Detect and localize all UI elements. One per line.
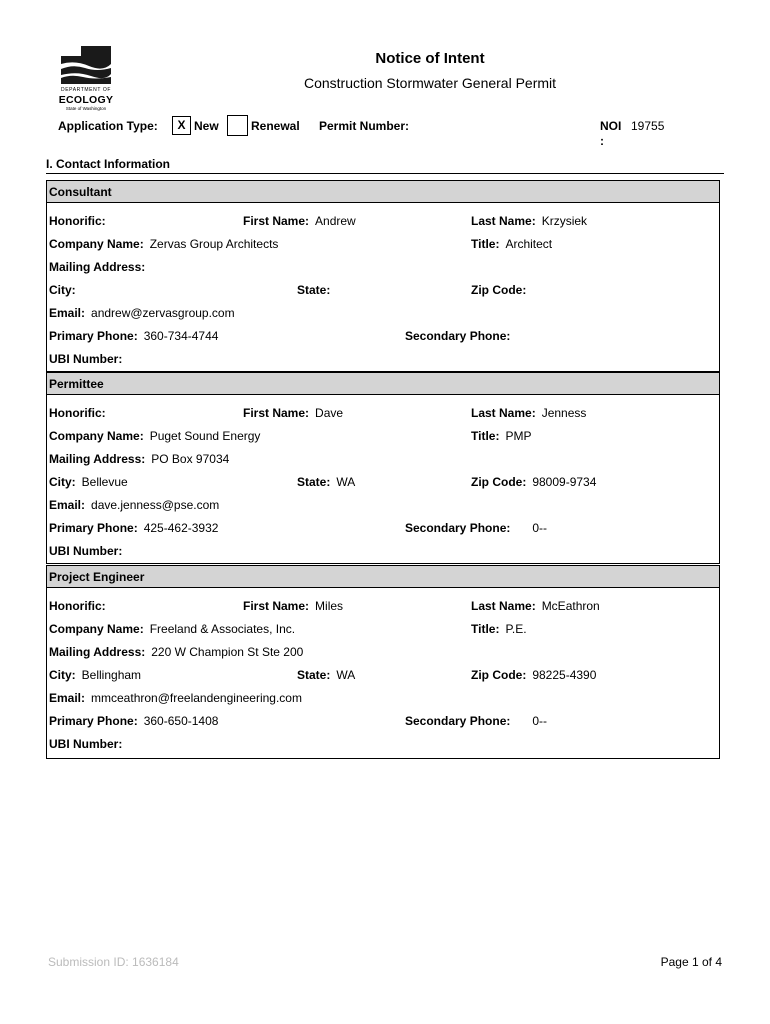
permittee-ubi-number-field <box>49 544 128 558</box>
field-label: Last Name: <box>471 406 536 420</box>
field-value: WA <box>336 475 356 489</box>
field-label: Last Name: <box>471 599 536 613</box>
consultant-primary-phone-field <box>49 329 218 343</box>
field-value: 425-462-3932 <box>143 521 219 535</box>
field-label: Title: <box>471 429 500 443</box>
field-value: mmceathron@freelandengineering.com <box>91 691 302 705</box>
permittee-secondary-phone-field <box>405 521 547 535</box>
page-subtitle: Construction Stormwater General Permit <box>303 75 557 91</box>
field-value: 98009-9734 <box>532 475 597 489</box>
field-value: Bellingham <box>81 668 142 682</box>
field-label: Honorific: <box>49 599 106 613</box>
field-label: Mailing Address: <box>49 452 146 466</box>
field-label: UBI Number: <box>49 544 123 558</box>
project-engineer-secondary-phone-field <box>405 714 547 728</box>
field-value: P.E. <box>505 622 527 636</box>
field-label: Email: <box>49 306 86 320</box>
field-label: Primary Phone: <box>49 714 138 728</box>
field-label: Company Name: <box>49 429 144 443</box>
field-value: Zervas Group Architects <box>149 237 279 251</box>
consultant-mailing-address-field <box>49 260 151 274</box>
field-label: Company Name: <box>49 622 144 636</box>
field-value: Miles <box>315 599 344 613</box>
project-engineer-email-field <box>49 691 302 705</box>
noi-value: 19755 <box>631 119 665 133</box>
new-label: New <box>194 119 219 133</box>
field-label: UBI Number: <box>49 352 123 366</box>
project-engineer-city-field <box>49 668 141 682</box>
consultant-title-field <box>471 237 552 251</box>
project-engineer-last-name-field <box>471 599 600 613</box>
permittee-last-name-field <box>471 406 586 420</box>
consultant-honorific-field <box>49 214 112 228</box>
project-engineer-first-name-field <box>243 599 343 613</box>
submission-id: Submission ID: 1636184 <box>48 955 179 969</box>
field-label: Title: <box>471 622 500 636</box>
permittee-zip-code-field <box>471 475 596 489</box>
field-label: Honorific: <box>49 214 106 228</box>
field-label: Last Name: <box>471 214 536 228</box>
project-engineer-panel <box>46 565 720 759</box>
permittee-primary-phone-field <box>49 521 218 535</box>
section-divider <box>46 173 724 174</box>
page-number: Page 1 of 4 <box>660 955 722 969</box>
field-label: State: <box>297 668 331 682</box>
consultant-zip-code-field <box>471 283 532 297</box>
project-engineer-title-field <box>471 622 527 636</box>
field-value: andrew@zervasgroup.com <box>91 306 235 320</box>
permittee-honorific-field <box>49 406 112 420</box>
field-value: Architect <box>505 237 553 251</box>
project-engineer-company-name-field <box>49 622 295 636</box>
new-checkbox[interactable]: X <box>172 116 191 135</box>
field-value: 360-734-4744 <box>143 329 219 343</box>
consultant-heading: Consultant <box>47 181 719 203</box>
field-value: 220 W Champion St Ste 200 <box>151 645 304 659</box>
permittee-title-field <box>471 429 531 443</box>
field-label: Email: <box>49 691 86 705</box>
permittee-mailing-address-field <box>49 452 229 466</box>
field-value: 98225-4390 <box>532 668 597 682</box>
field-label: First Name: <box>243 214 310 228</box>
field-label: Company Name: <box>49 237 144 251</box>
permittee-company-name-field <box>49 429 260 443</box>
logo-department-text: DEPARTMENT OF <box>60 87 112 93</box>
project-engineer-ubi-number-field <box>49 737 128 751</box>
permittee-city-field <box>49 475 128 489</box>
logo-state-text: State of Washington <box>65 106 107 111</box>
project-engineer-primary-phone-field <box>49 714 218 728</box>
project-engineer-state-field <box>297 668 355 682</box>
field-label: Mailing Address: <box>49 645 146 659</box>
field-label: Primary Phone: <box>49 329 138 343</box>
field-label: Zip Code: <box>471 283 527 297</box>
field-value: Bellevue <box>81 475 128 489</box>
field-value: PMP <box>505 429 532 443</box>
project-engineer-zip-code-field <box>471 668 596 682</box>
field-label: Secondary Phone: <box>405 714 511 728</box>
field-label: First Name: <box>243 406 310 420</box>
field-value: McEathron <box>541 599 600 613</box>
consultant-panel <box>46 180 720 372</box>
field-value: Puget Sound Energy <box>149 429 261 443</box>
project-engineer-heading: Project Engineer <box>47 566 719 588</box>
field-value: WA <box>336 668 356 682</box>
field-label: Zip Code: <box>471 475 527 489</box>
field-value: Dave <box>315 406 344 420</box>
project-engineer-mailing-address-field <box>49 645 303 659</box>
renewal-checkbox[interactable] <box>227 115 248 136</box>
permit-number-label: Permit Number: <box>319 119 410 133</box>
permittee-email-field <box>49 498 219 512</box>
page-title: Notice of Intent <box>375 50 485 67</box>
field-value: 360-650-1408 <box>143 714 219 728</box>
field-label: State: <box>297 475 331 489</box>
consultant-city-field <box>49 283 82 297</box>
field-label: City: <box>49 475 76 489</box>
field-label: Email: <box>49 498 86 512</box>
permittee-panel <box>46 372 720 564</box>
field-label: Secondary Phone: <box>405 329 511 343</box>
field-label: Primary Phone: <box>49 521 138 535</box>
field-label: Mailing Address: <box>49 260 146 274</box>
field-label: UBI Number: <box>49 737 123 751</box>
logo-ecology-text: ECOLOGY <box>58 94 114 106</box>
permittee-state-field <box>297 475 355 489</box>
field-value: Andrew <box>315 214 356 228</box>
field-label: Zip Code: <box>471 668 527 682</box>
consultant-last-name-field <box>471 214 587 228</box>
permittee-first-name-field <box>243 406 343 420</box>
consultant-secondary-phone-field <box>405 329 532 343</box>
field-value: 0-- <box>532 714 548 728</box>
field-label: Title: <box>471 237 500 251</box>
consultant-first-name-field <box>243 214 356 228</box>
section-contact-information: I. Contact Information <box>46 157 170 171</box>
consultant-company-name-field <box>49 237 278 251</box>
field-value: Freeland & Associates, Inc. <box>149 622 296 636</box>
field-value: 0-- <box>532 521 548 535</box>
renewal-label: Renewal <box>251 119 300 133</box>
consultant-ubi-number-field <box>49 352 128 366</box>
application-type-label: Application Type: <box>58 119 158 133</box>
permittee-heading: Permittee <box>47 373 719 395</box>
field-value: dave.jenness@pse.com <box>91 498 220 512</box>
field-value: Jenness <box>541 406 587 420</box>
field-label: Secondary Phone: <box>405 521 511 535</box>
field-label: City: <box>49 283 76 297</box>
field-label: City: <box>49 668 76 682</box>
project-engineer-honorific-field <box>49 599 112 613</box>
consultant-email-field <box>49 306 235 320</box>
field-value: Krzysiek <box>541 214 588 228</box>
field-label: Honorific: <box>49 406 106 420</box>
field-value: PO Box 97034 <box>151 452 230 466</box>
field-label: First Name: <box>243 599 310 613</box>
noi-label: NOI : <box>600 119 622 148</box>
field-label: State: <box>297 283 331 297</box>
consultant-state-field <box>297 283 336 297</box>
